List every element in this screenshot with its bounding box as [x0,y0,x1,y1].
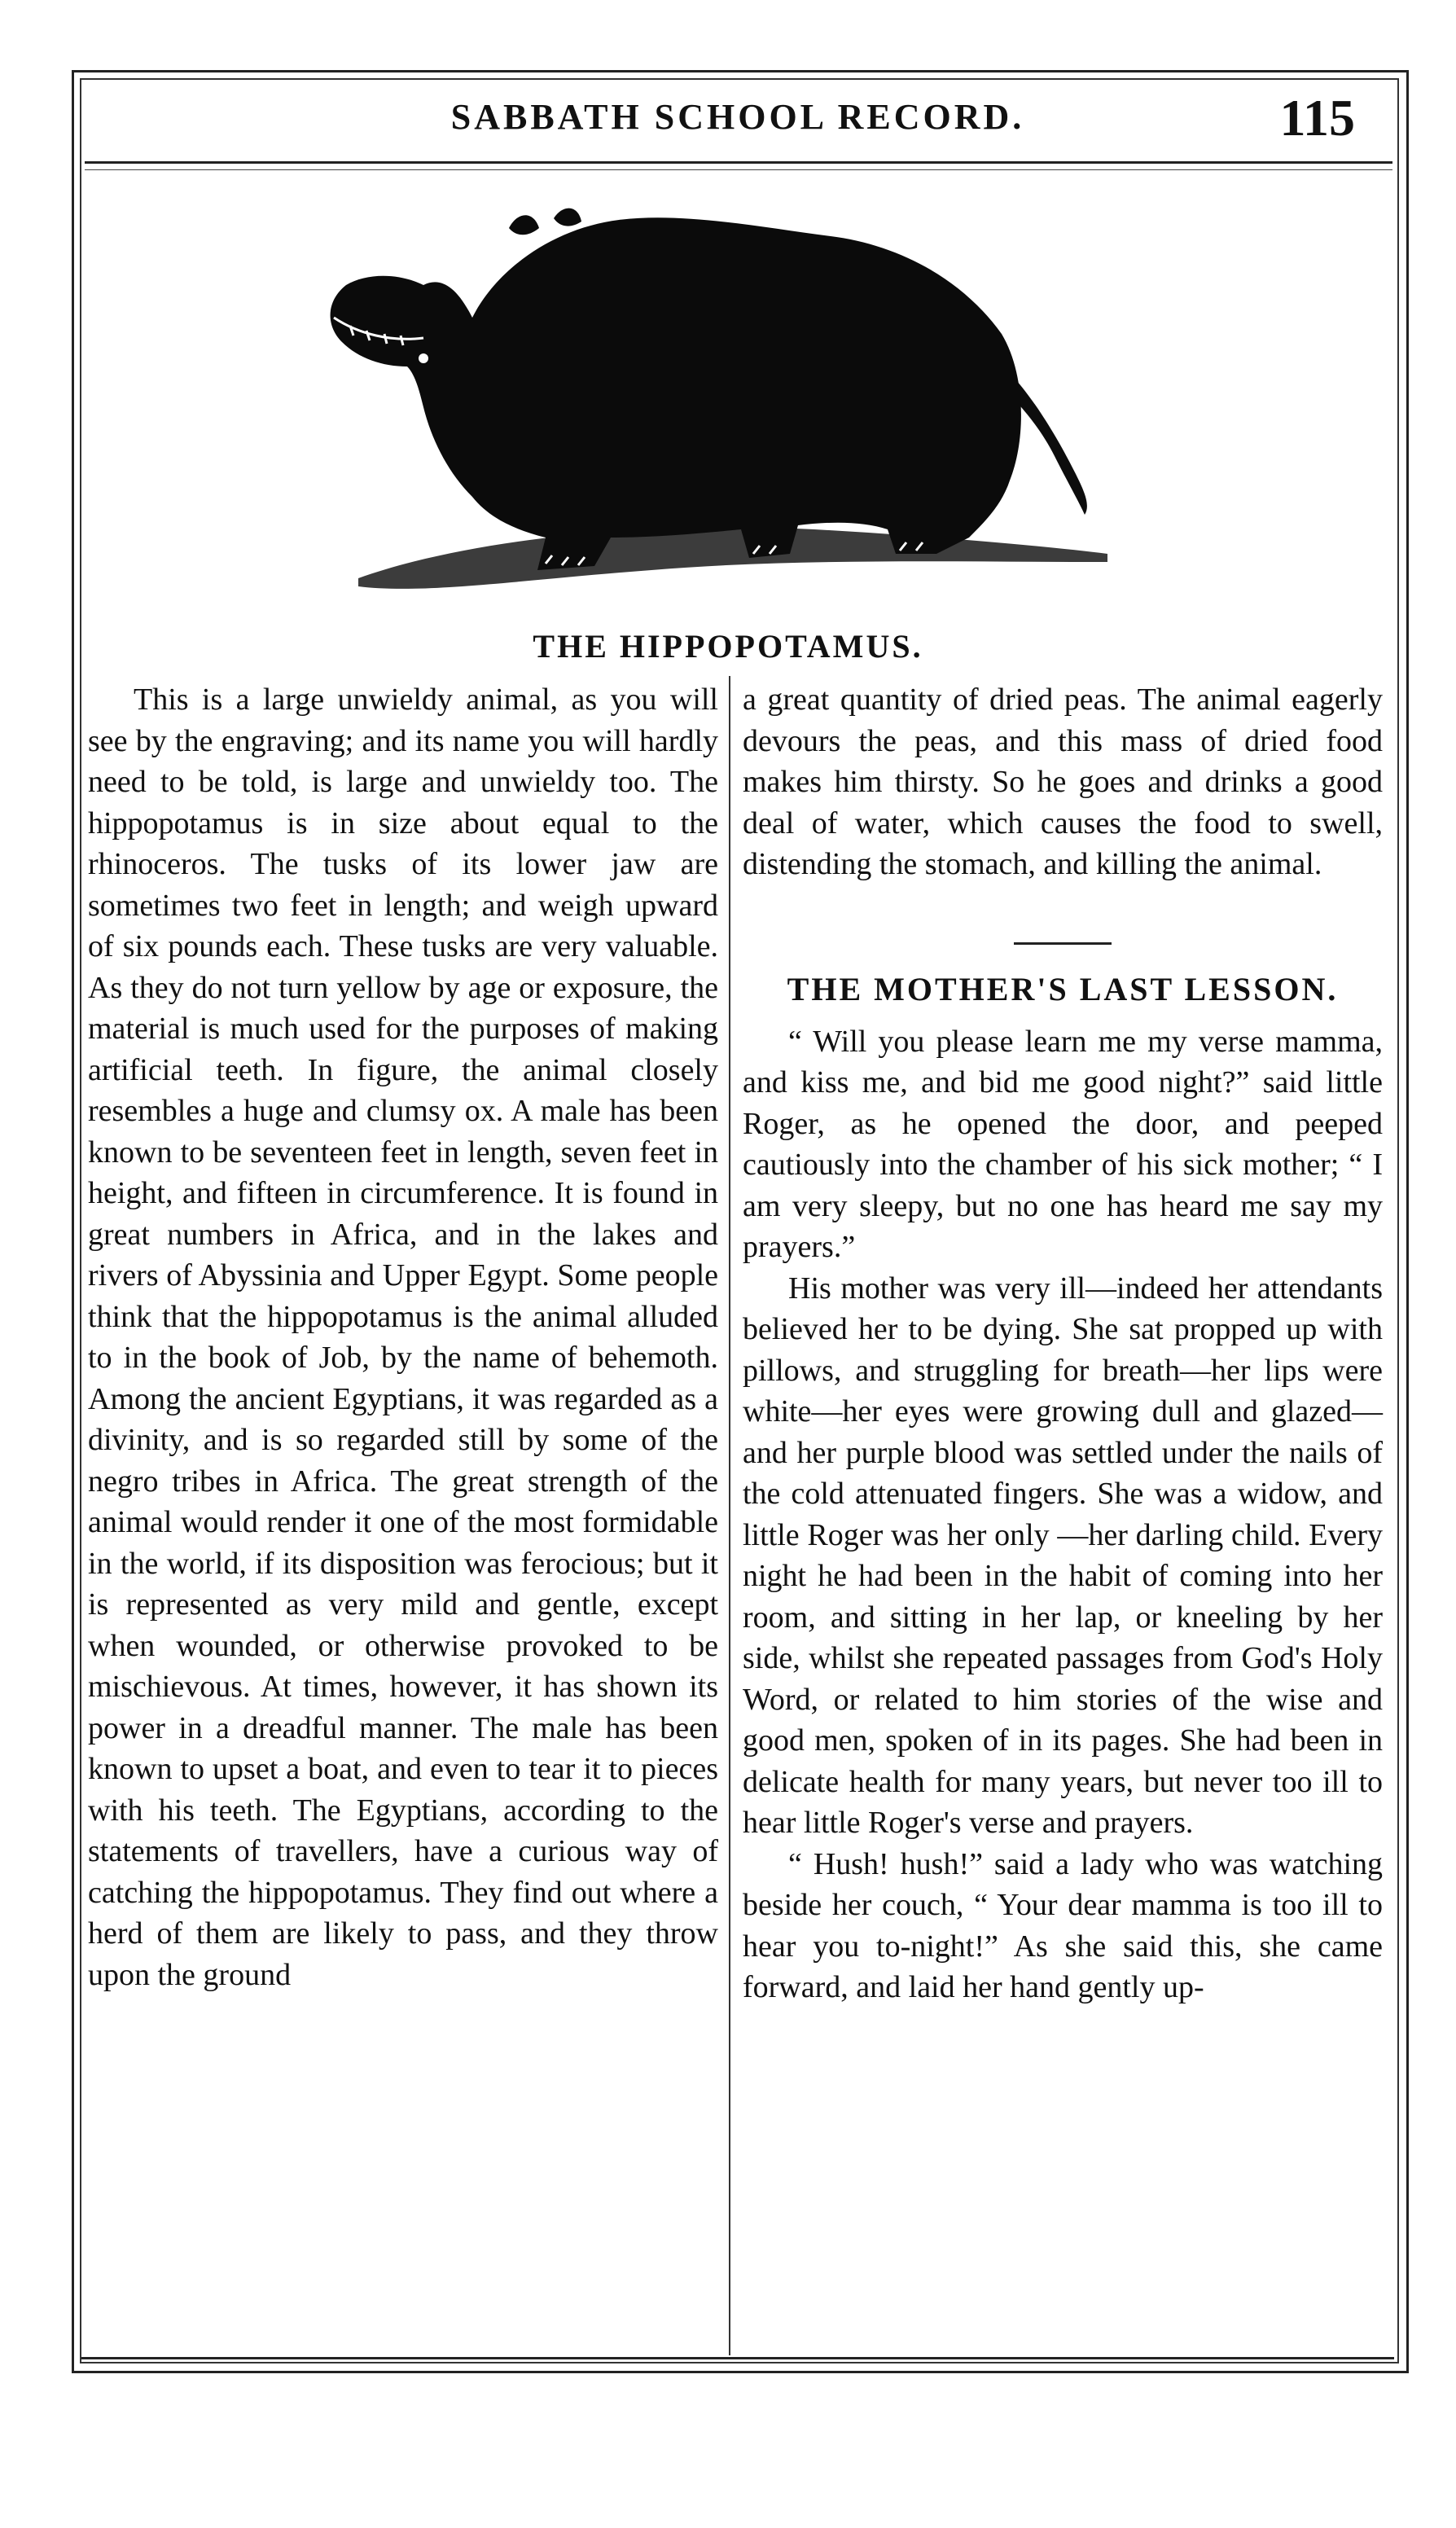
bottom-rule [81,2357,1394,2359]
section-separator [1014,942,1112,945]
hippopotamus-icon [309,195,1140,603]
right-column [743,679,1383,2008]
second-article-title: THE MOTHER'S LAST LESSON. [787,970,1339,1007]
article-body-left: This is a large unwieldy animal, as you will see by the engraving; and its name you will hardly need to be told, is large and unwieldy too. The hippopotamus is in size about equal to the rhinoceros. The tusks of its lower jaw are sometimes two feet in length; and weigh upward of six pounds each. These tusks are very valuable. As they do not turn yellow by age or exposure, the material is much used for the purposes of making artificial teeth. In figure, the animal closely resembles a huge and clumsy ox. A male has been known to be seventeen feet in length, seven feet in height, and fifteen in circumference. It is found in great numbers in Africa, and in the lakes and rivers of Abyssinia and Upper Egypt. Some people think that the hippopotamus is the animal alluded to in the book of Job, by the name of behemoth. Among the ancient Egyptians, it was regarded as a divinity, and is so regarded still by some of the negro tribes in Africa. The great strength of the animal would render it one of the most formidable in the world, if its disposition was ferocious; but it is represented as very mild and gentle, except when wounded, or otherwise provoked to be mischievous. At times, however, it has shown its power in a dreadful manner. The male has been known to upset a boat, and even to tear it to pieces with his teeth. The Egyptians, according to the statements of travellers, have a curious way of catching the hippopotamus. They find out where a herd of them are likely to pass, and they throw upon the ground [88,682,718,1992]
second-article-paragraph: “ Will you please learn me my verse mamma, and kiss me, and bid me good night?” said little Roger, as he opened the door, and peeped cautiously into the chamber of his sick mother; “ I am very sleepy, but no one has heard me say my prayers.” [743,1024,1383,1264]
second-article-paragraph: His mother was very ill—indeed her attendants believed her to be dying. She sat propped up with pillows, and struggling for breath—her lips were white—her eyes were growing dull and glazed—and her purple blood was settled under the nails of the cold attenuated fingers. She was a widow, and little Roger was her only —her darling child. Every night he had been in the habit of coming into her room, and sitting in her lap, or kneeling by her side, whilst she repeated passages from God's Holy Word, or related to him stories of the wise and good men, spoken of in its pages. She had been in delicate health for many years, but never too ill to hear little Roger's verse and prayers. [743,1271,1383,1840]
second-article-paragraph: “ Hush! hush!” said a lady who was watching beside her couch, “ Your dear mamma is too ill to hear you to-night!” As she said this, she came forward, and laid her hand gently up- [743,1846,1383,2004]
left-column [88,679,718,1995]
article-body-continuation: a great quantity of dried peas. The animal eagerly devours the peas, and this mass of dried food makes him thirsty. So he goes and drinks a good deal of water, which causes the food to swell, distending the stomach, and killing the animal. [743,682,1383,881]
page-header [81,88,1394,161]
column-divider [729,676,730,2355]
header-rule-thin [85,169,1392,170]
page-number: 115 [1279,89,1355,147]
hippopotamus-illustration [309,195,1140,603]
header-rule [85,161,1392,164]
article-title: THE HIPPOPOTAMUS. [533,628,923,665]
running-title: SABBATH SCHOOL RECORD. [450,97,1025,137]
